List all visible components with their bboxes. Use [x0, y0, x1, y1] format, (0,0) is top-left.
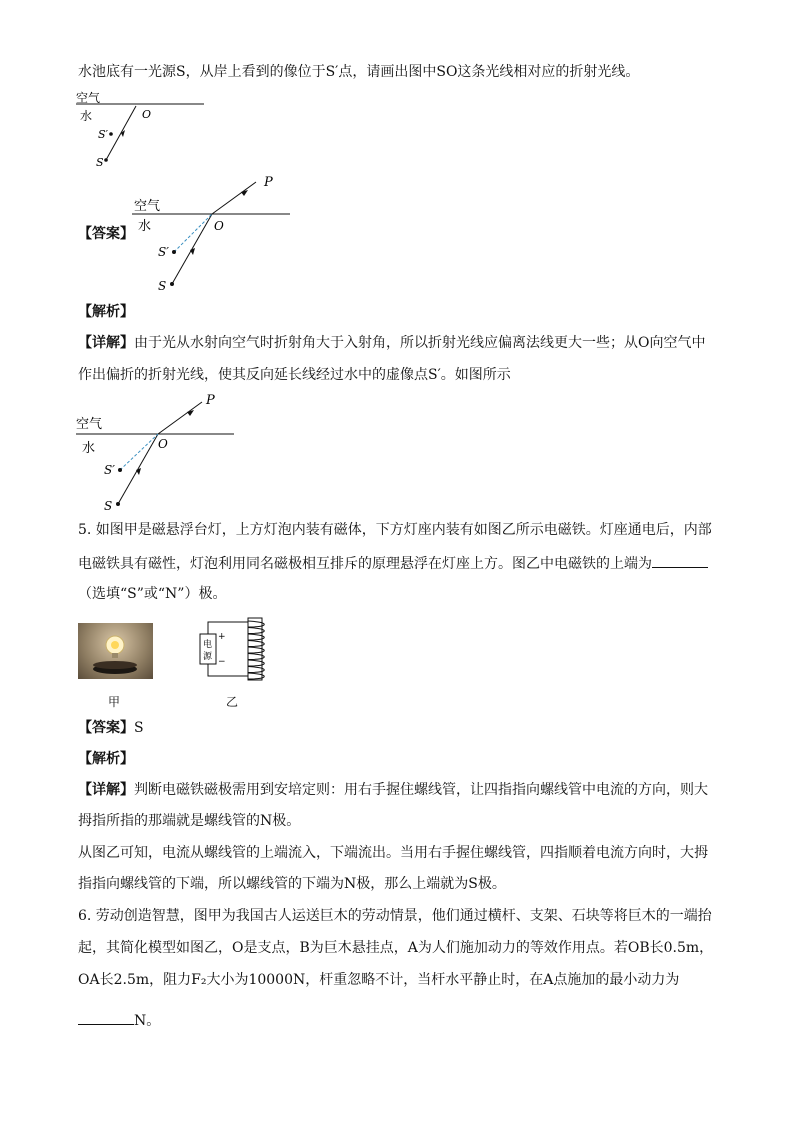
source-point: [170, 282, 174, 286]
q5-stem-line-3: （选填“S”或“N”）极。: [78, 586, 227, 602]
air-label: 空气: [76, 91, 101, 105]
q5-stem-line-1: 5. 如图甲是磁悬浮台灯，上方灯泡内装有磁体，下方灯座内装有如图乙所示电磁铁。灯座通电后，内部: [78, 522, 712, 538]
detail-text: 由于光从水射向空气时折射角大于入射角，所以折射光线应偏离法线更大一些；从O向空气中: [134, 335, 706, 351]
electromagnet-circuit: [190, 612, 272, 684]
q5-detail-line-2: 拇指所指的那端就是螺线管的N极。: [78, 813, 301, 829]
q4-answer-tag: 【答案】: [78, 226, 134, 242]
q4-analysis-figure: [74, 390, 244, 514]
q6-line-3: OA长2.5m，阻力F₂大小为10000N，杆重忽略不计，当杆水平静止时，在A点施加的最小动力为: [78, 972, 680, 988]
source-point: [116, 502, 120, 506]
plus-label: +: [218, 632, 226, 642]
fig-jia-label: 甲: [108, 695, 121, 709]
detail-tag: 【详解】: [78, 782, 134, 798]
water-label: 水: [82, 441, 96, 456]
q4-detail-line-1: [78, 333, 705, 353]
wire-top: [208, 622, 250, 634]
image-point: [172, 250, 176, 254]
unit-text: N。: [134, 1013, 161, 1029]
q5-stem-line-2: [78, 553, 708, 574]
answer-tag: 【答案】: [78, 720, 134, 736]
incident-ray: [172, 214, 212, 284]
power-label-2: 源: [203, 652, 213, 662]
refracted-ray: [158, 402, 202, 434]
q5-detail-line-4: 指指向螺线管的下端，所以螺线管的下端为N极，那么上端就为S极。: [78, 876, 506, 892]
minus-label: −: [218, 657, 226, 667]
q5-stem-text: 电磁铁具有磁性，灯泡利用同名磁极相互排斥的原理悬浮在灯座上方。图乙中电磁铁的上端为: [78, 556, 652, 572]
water-label: 水: [80, 109, 93, 123]
image-point-label: S′: [158, 245, 169, 259]
source-label: S: [96, 156, 104, 169]
reverse-extension-line: [120, 434, 158, 470]
source-label: S: [158, 279, 167, 293]
q5-detail-line-1: [78, 780, 708, 800]
air-label: 空气: [76, 417, 103, 432]
detail-tag: 【详解】: [78, 335, 134, 351]
fig-yi-label: 乙: [226, 695, 239, 709]
refracted-ray: [212, 182, 256, 214]
q4-detail-line-2: 作出偏折的折射光线，使其反向延长线经过水中的虚像点S′。如图所示: [78, 367, 511, 383]
q6-line-4: [78, 1010, 160, 1031]
source-point: [104, 158, 108, 162]
incident-ray: [118, 434, 158, 504]
q4-figure-original: [74, 88, 214, 170]
image-point-label: S′: [98, 128, 109, 141]
q4-stem: 水池底有一光源S，从岸上看到的像位于S′点，请画出图中SO这条光线相对应的折射光线。: [78, 64, 640, 80]
water-label: 水: [138, 219, 152, 234]
air-label: 空气: [134, 199, 161, 214]
q6-line-2: 起，其简化模型如图乙，O是支点，B为巨木悬挂点，A为人们施加动力的等效作用点。若OB长0.5m，: [78, 940, 714, 956]
q5-detail-line-3: 从图乙可知，电流从螺线管的上端流入，下端流出。当用右手握住螺线管，四指顺着电流方向时，大拇: [78, 845, 708, 861]
q6-line-1: 6. 劳动创造智慧，图甲为我国古人运送巨木的劳动情景，他们通过横杆、支架、石块等将巨木的一端抬: [78, 908, 712, 924]
answer-blank: [652, 553, 708, 568]
point-o-label: O: [158, 437, 168, 451]
answer-blank: [78, 1010, 134, 1025]
q4-analysis-tag: 【解析】: [78, 304, 134, 320]
q5-answer: [78, 718, 144, 738]
q5-analysis-tag: 【解析】: [78, 751, 134, 767]
point-p-label: P: [264, 175, 273, 190]
power-label-1: 电: [203, 640, 213, 650]
q4-answer-figure: [128, 170, 298, 294]
point-o-label: O: [214, 219, 224, 233]
source-label: S: [104, 499, 113, 513]
image-point-label: S′: [104, 463, 115, 477]
wire-bottom: [208, 664, 250, 676]
image-point: [118, 468, 122, 472]
levitating-lamp-photo: [78, 623, 153, 679]
point-p-label: P: [206, 393, 215, 408]
image-point: [109, 132, 113, 136]
detail-text: 判断电磁铁磁极需用到安培定则：用右手握住螺线管，让四指指向螺线管中电流的方向，则大: [134, 782, 708, 798]
answer-value: S: [134, 720, 144, 736]
point-o-label: O: [142, 108, 152, 121]
